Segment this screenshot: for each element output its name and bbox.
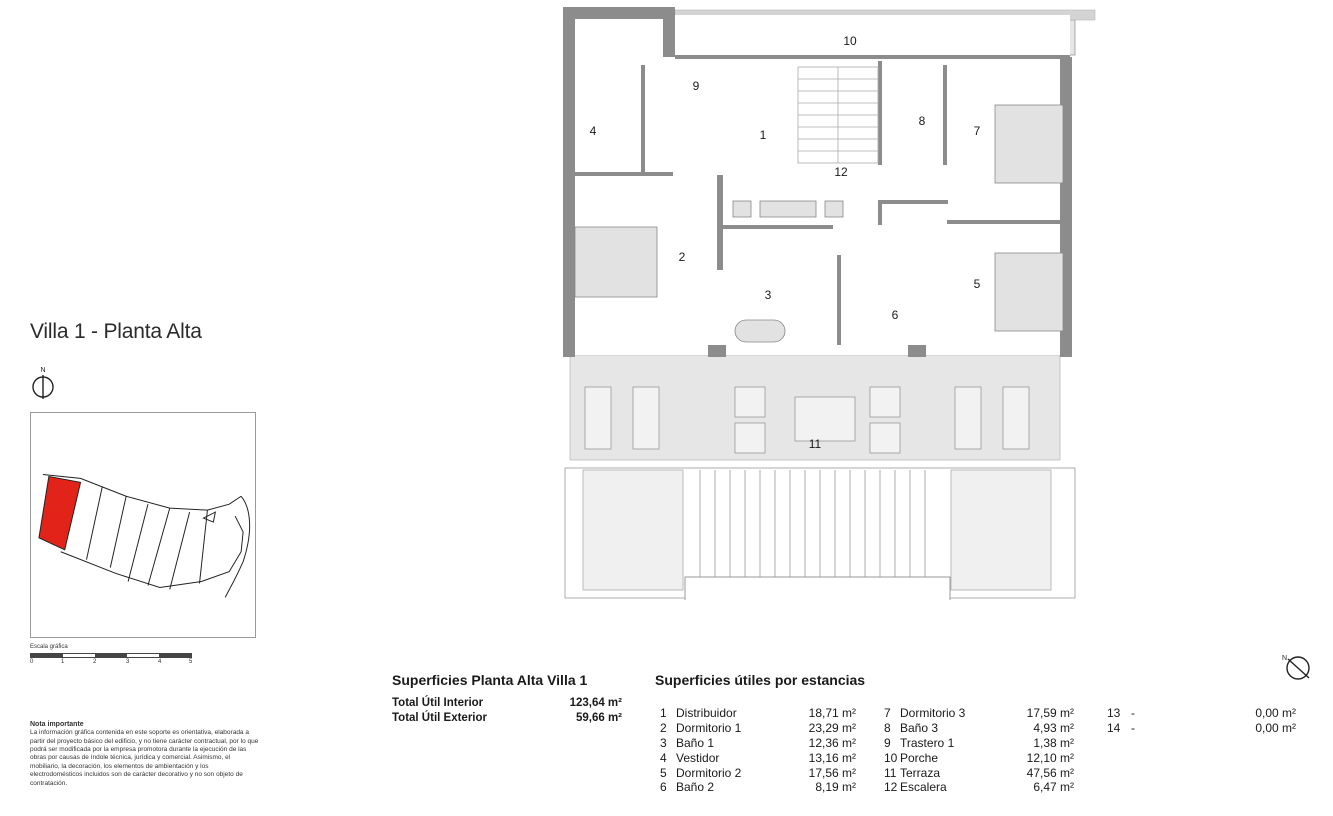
rooms-column-3 xyxy=(1107,706,1296,736)
room-number: 2 xyxy=(660,721,667,736)
north-arrow-icon xyxy=(1278,652,1312,682)
room-row xyxy=(884,736,1074,751)
room-row xyxy=(660,736,856,751)
scale-bar xyxy=(30,653,192,658)
room-area: 12,10 m² xyxy=(1026,750,1074,765)
plan-label: 8 xyxy=(918,114,926,128)
plan-label: 1 xyxy=(759,128,767,142)
site-location-map xyxy=(30,412,256,638)
total-exterior-value: 59,66 m² xyxy=(575,712,622,724)
room-row xyxy=(1107,721,1296,736)
room-name: Baño 3 xyxy=(900,721,939,736)
room-area: 1,38 m² xyxy=(1033,735,1074,750)
totals-title: Superficies Planta Alta Villa 1 xyxy=(392,672,588,688)
room-area: 0,00 m² xyxy=(1255,721,1296,736)
totals-table xyxy=(392,697,622,727)
total-exterior-row xyxy=(392,712,622,727)
scale-ticks xyxy=(30,659,200,667)
room-name: Baño 1 xyxy=(676,735,715,750)
note-text: La información gráfica contenida en este soporte es orientativa, elaborada a partir del proyecto básico del edificio, y no tiene carácter contractual, por lo que podrá ser modificada por la empresa promotora durante la ejecución de las obras por causas de índole técnica, jurídica y comercial. Asimismo, el mobiliario, la decoración, los elementos de ambientación y los electrodomésticos incluidos son de carácter decorativo y no son objeto de contratación. xyxy=(30,729,259,787)
room-row xyxy=(1107,706,1296,721)
scale-tick: 0 xyxy=(30,659,34,665)
room-number: 11 xyxy=(884,765,897,780)
room-name: - xyxy=(1131,721,1135,736)
room-name: Escalera xyxy=(900,780,947,795)
villa-1-highlight xyxy=(39,476,81,549)
room-number: 12 xyxy=(884,780,898,795)
plan-label: 12 xyxy=(834,165,848,179)
total-interior-value: 123,64 m² xyxy=(569,697,622,709)
floor-plan xyxy=(535,5,1105,600)
room-row xyxy=(884,765,1074,780)
graphic-scale xyxy=(30,644,200,667)
room-area: 17,56 m² xyxy=(808,765,856,780)
scale-label: Escala gráfica xyxy=(30,644,68,650)
room-row xyxy=(884,721,1074,736)
room-row xyxy=(884,780,1074,795)
plan-label: 11 xyxy=(808,437,822,451)
room-name: Trastero 1 xyxy=(900,735,955,750)
room-name: Dormitorio 3 xyxy=(900,706,966,721)
north-arrow-icon xyxy=(30,365,56,401)
room-number: 14 xyxy=(1107,721,1121,736)
important-note xyxy=(30,720,260,788)
room-number: 10 xyxy=(884,750,898,765)
room-number: 6 xyxy=(660,780,667,795)
north-label: N xyxy=(40,367,46,374)
room-row xyxy=(660,780,856,795)
rooms-title: Superficies útiles por estancias xyxy=(655,672,866,688)
plan-label: 9 xyxy=(692,79,700,93)
room-name: Baño 2 xyxy=(676,780,715,795)
room-row xyxy=(660,706,856,721)
room-area: 18,71 m² xyxy=(808,706,856,721)
room-area: 47,56 m² xyxy=(1026,765,1074,780)
rooms-column-1 xyxy=(660,706,856,795)
room-area: 23,29 m² xyxy=(808,721,856,736)
total-exterior-label: Total Útil Exterior xyxy=(392,712,487,724)
plan-label: 6 xyxy=(891,308,899,322)
room-area: 17,59 m² xyxy=(1026,706,1074,721)
room-name: Distribuidor xyxy=(676,706,737,721)
room-number: 8 xyxy=(884,721,891,736)
total-interior-row xyxy=(392,697,622,712)
scale-tick: 3 xyxy=(126,659,130,665)
plan-label: 5 xyxy=(973,277,981,291)
north-label: N xyxy=(1282,655,1288,662)
room-area: 0,00 m² xyxy=(1255,706,1296,721)
room-number: 1 xyxy=(660,706,667,721)
scale-tick: 5 xyxy=(189,659,193,665)
room-row xyxy=(660,750,856,765)
room-area: 6,47 m² xyxy=(1033,780,1074,795)
room-row xyxy=(660,765,856,780)
rooms-column-2 xyxy=(884,706,1074,795)
room-name: Dormitorio 2 xyxy=(676,765,742,780)
plan-label: 10 xyxy=(843,34,857,48)
room-number: 7 xyxy=(884,706,891,721)
room-row xyxy=(660,721,856,736)
scale-tick: 2 xyxy=(93,659,97,665)
room-area: 8,19 m² xyxy=(815,780,856,795)
room-name: - xyxy=(1131,706,1135,721)
room-area: 13,16 m² xyxy=(808,750,856,765)
room-area: 4,93 m² xyxy=(1033,721,1074,736)
note-title: Nota importante xyxy=(30,721,84,728)
plan-label: 7 xyxy=(973,124,981,138)
room-number: 3 xyxy=(660,735,667,750)
room-row xyxy=(884,750,1074,765)
room-name: Terraza xyxy=(900,765,941,780)
room-row xyxy=(884,706,1074,721)
scale-tick: 4 xyxy=(158,659,162,665)
room-name: Porche xyxy=(900,750,939,765)
room-number: 13 xyxy=(1107,706,1121,721)
room-number: 9 xyxy=(884,735,891,750)
room-name: Dormitorio 1 xyxy=(676,721,742,736)
room-area: 12,36 m² xyxy=(808,735,856,750)
scale-tick: 1 xyxy=(61,659,65,665)
room-name: Vestidor xyxy=(676,750,720,765)
page-title: Villa 1 - Planta Alta xyxy=(30,320,202,343)
plan-label: 2 xyxy=(678,250,686,264)
plan-label: 3 xyxy=(764,288,772,302)
room-number: 4 xyxy=(660,750,667,765)
plan-label: 4 xyxy=(589,124,597,138)
total-interior-label: Total Útil Interior xyxy=(392,697,484,709)
room-number: 5 xyxy=(660,765,667,780)
